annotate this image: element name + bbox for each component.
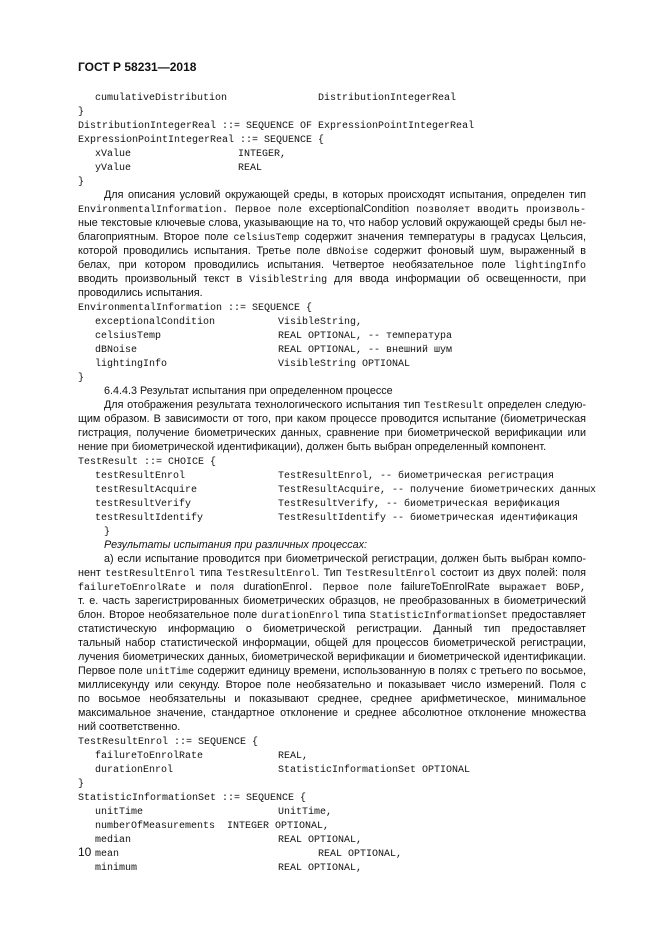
text-run: типа [195,567,227,579]
code-line [95,512,203,526]
text-run: ExpressionPointIntegerReal ::= SEQUENCE { [78,135,325,146]
text-run: 6.4.4.3 Результат испытания при определенном процессе [104,385,393,397]
text-line [78,216,586,230]
code-line [78,120,474,134]
code-line [78,792,306,806]
text-run: которой проводились испытания. Третье поле [78,245,327,257]
text-run: } [78,177,85,188]
text-run: exceptionalCondition [308,203,410,215]
text-line [104,552,586,566]
code-line [318,848,402,862]
text-run: failureToEnrolRate [95,751,204,762]
text-line [104,538,367,552]
text-run: для ввода информации об освещенности, при [334,273,586,285]
code-line [278,806,332,820]
code-line [278,834,362,848]
text-run: cumulativeDistribution [95,93,228,104]
code-line [78,176,84,190]
code-line [78,106,84,120]
text-run: состоит из двух полей: поля [435,567,586,579]
text-line [78,440,546,454]
text-run: Первое поле [78,665,146,677]
text-line [78,566,586,580]
text-run: REAL, [278,751,309,762]
text-run: TestResultVerify, -- биометрическая верификация [278,499,561,510]
text-run: максимальное значение, стандартное отклонение и среднее абсолютное отклонение множества [78,707,586,719]
text-run: numberOfMeasurements INTEGER OPTIONAL, [95,821,330,832]
code-line [238,162,262,176]
inline-code: . Первое поле [307,583,401,594]
text-run: DistributionIntegerReal ::= SEQUENCE OF ExpressionPointIntegerReal [78,121,475,132]
text-run: статистическую информацию о биометрической регистрации. Данный тип предоставляет [78,623,586,635]
text-run: median [95,835,132,846]
code-line [78,736,258,750]
text-run: определен следую- [483,399,586,411]
text-run: благоприятным. Второе поле [78,231,234,243]
code-line [238,148,286,162]
text-line [78,720,180,734]
text-run: dBNoise [95,345,138,356]
text-run: durationEnrol [243,581,308,593]
code-line [278,484,596,498]
text-run: проводились испытания. [78,287,203,299]
code-line [78,302,312,316]
inline-code: TestResult [423,401,484,412]
text-line [78,272,586,286]
text-run: REAL OPTIONAL, -- температура [278,331,453,342]
code-line [95,162,131,176]
text-run: durationEnrol [95,765,174,776]
text-line [78,664,586,678]
text-line [78,202,586,216]
text-run: Для отображения результата технологического испытания тип [104,399,424,411]
text-run: yValue [95,163,132,174]
text-line [78,706,586,720]
code-line [278,498,560,512]
text-line [78,286,203,300]
text-run: } [104,527,111,538]
text-run: ные текстовые ключевые слова, указывающие на то, что набор условий окружающей среды был не- [78,217,586,229]
text-line [78,244,586,258]
text-line [78,426,586,440]
text-run: Результаты испытания при различных процессах: [104,539,368,551]
inline-code: TestResultEnrol [345,569,436,580]
text-run: по восьмое необязательны и показывают среднее, среднее арифметическое, минимальное [78,693,586,705]
text-run: содержит значения температуры в градусах Цельсия, [304,231,586,243]
code-line [95,316,215,330]
code-line [95,358,167,372]
text-run: } [78,107,85,118]
text-run: TestResultEnrol ::= SEQUENCE { [78,737,259,748]
code-line [278,862,362,876]
text-run: exceptionalCondition [95,317,216,328]
text-run: а) если испытание проводится при биометрической регистрации, должен быть выбран компо- [104,553,586,565]
code-line [95,820,329,834]
inline-code: dBNoise [326,247,369,258]
code-line [95,806,143,820]
text-run: TestResult ::= CHOICE { [78,457,217,468]
inline-code: выражает ВОБР, [489,583,586,594]
code-line [95,344,137,358]
text-run: VisibleString OPTIONAL [278,359,411,370]
inline-code: StatisticInformationSet [369,611,508,622]
text-run: lightingInfo [95,359,168,370]
text-run: testResultAcquire [95,485,198,496]
text-run: блон. Второе необязательное поле [78,609,262,621]
text-run: UnitTime, [278,807,333,818]
text-run: unitTime [95,807,144,818]
code-line [95,750,203,764]
text-run: гистрация, получение биометрических данных, сравнение при биометрической верификации или [78,427,586,439]
text-run: нение при биометрической идентификации), должен быть выбран определенный компонент. [78,441,547,453]
text-run: лучения биометрических данных, биометрической верификации и биометрической идентификации. [78,651,586,663]
text-run: xValue [95,149,132,160]
text-run: TestResultIdentify -- биометрическая идентификация [278,513,579,524]
code-line [278,316,362,330]
code-line [95,92,227,106]
text-run: testResultEnrol [95,471,186,482]
text-run: . Тип [316,567,346,579]
text-run: нент [78,567,106,579]
text-run: REAL OPTIONAL, [278,863,363,874]
text-line [78,650,586,664]
text-run: REAL OPTIONAL, [278,835,363,846]
text-line [78,622,586,636]
document-header: ГОСТ Р 58231—2018 [78,60,197,74]
code-line [78,134,324,148]
inline-code: VisibleString [249,275,328,286]
text-run: типа [339,609,370,621]
inline-code: failureToEnrolRate [78,583,187,594]
code-line [78,778,84,792]
code-line [278,330,452,344]
text-run: minimum [95,863,138,874]
code-line [95,148,131,162]
page-number: 10 [78,845,92,859]
code-line [95,764,173,778]
text-run: предоставляет [507,609,586,621]
text-run: } [78,779,85,790]
text-run: содержит фоновый шум, выраженный в [374,245,586,257]
code-line [78,456,216,470]
text-run: mean [95,849,120,860]
text-run: TestResultEnrol, -- биометрическая регистрация [278,471,555,482]
text-line [78,692,586,706]
inline-code: testResultEnrol [105,569,196,580]
text-run: testResultVerify [95,499,192,510]
code-line [78,372,84,386]
code-line [95,834,131,848]
text-line [104,384,393,398]
text-run: EnvironmentalInformation ::= SEQUENCE { [78,303,313,314]
text-line [78,678,586,692]
inline-code: EnvironmentalInformation [78,205,223,216]
text-line [78,258,586,272]
code-line [278,358,410,372]
text-run: ний соответственно. [78,721,181,733]
text-run: StatisticInformationSet OPTIONAL [278,765,471,776]
text-run: } [78,373,85,384]
code-line [95,862,137,876]
code-line [278,344,452,358]
code-line [95,470,185,484]
code-line [278,750,308,764]
text-run: testResultIdentify [95,513,204,524]
text-run: REAL OPTIONAL, [318,849,403,860]
text-run: VisibleString, [278,317,363,328]
text-run: StatisticInformationSet ::= SEQUENCE { [78,793,307,804]
text-line [78,608,586,622]
code-line [278,512,578,526]
text-run: failureToEnrolRate [400,581,490,593]
code-line [95,498,191,512]
text-line [78,412,586,426]
code-line [95,330,161,344]
text-run: щим образом. В зависимости от того, при каком процессе проводится испытание (биометрическая [78,413,586,425]
code-line [95,848,119,862]
inline-code: unitTime [146,667,195,678]
code-line [95,484,197,498]
text-line [78,230,586,244]
text-run: Для описания условий окружающей среды, в которых происходят испытания, определен тип [104,189,586,201]
text-line [104,188,586,202]
text-run: REAL OPTIONAL, -- внешний шум [278,345,453,356]
text-run: вводить произвольный текст в [78,273,250,285]
text-run: INTEGER, [238,149,287,160]
inline-code: TestResultEnrol [226,569,317,580]
text-line [78,580,586,594]
text-line [78,594,586,608]
text-run: миллисекунду или секунду. Второе поле необязательно и показывает число измерений. Поля с [78,679,586,691]
code-line [278,470,554,484]
code-line [318,92,456,106]
text-line [104,398,586,412]
text-run: REAL [238,163,263,174]
text-run: TestResultAcquire, -- получение биометрических данных [278,485,597,496]
inline-code: и поля [186,583,244,594]
text-run: DistributionIntegerReal [318,93,457,104]
inline-code: durationEnrol [261,611,340,622]
inline-code: lightingInfo [513,261,586,272]
text-line [78,636,586,650]
inline-code: позволяет вводить произволь- [409,205,586,216]
inline-code: celsiusTemp [233,233,300,244]
text-run: белах, при котором проводились испытания. Четвертое необязательное поле [78,259,514,271]
code-line [278,764,470,778]
text-run: т. е. часть зарегистрированных биометрических образцов, не преобразованных в биометрический [78,595,586,607]
text-run: celsiusTemp [95,331,162,342]
text-run: тальный набор статистической информации, общей для процессов биометрической регистрации, [78,637,586,649]
inline-code: . Первое поле [222,205,309,216]
text-run: содержит единицу времени, использованную в полях с третьего по восьмое, [194,665,586,677]
